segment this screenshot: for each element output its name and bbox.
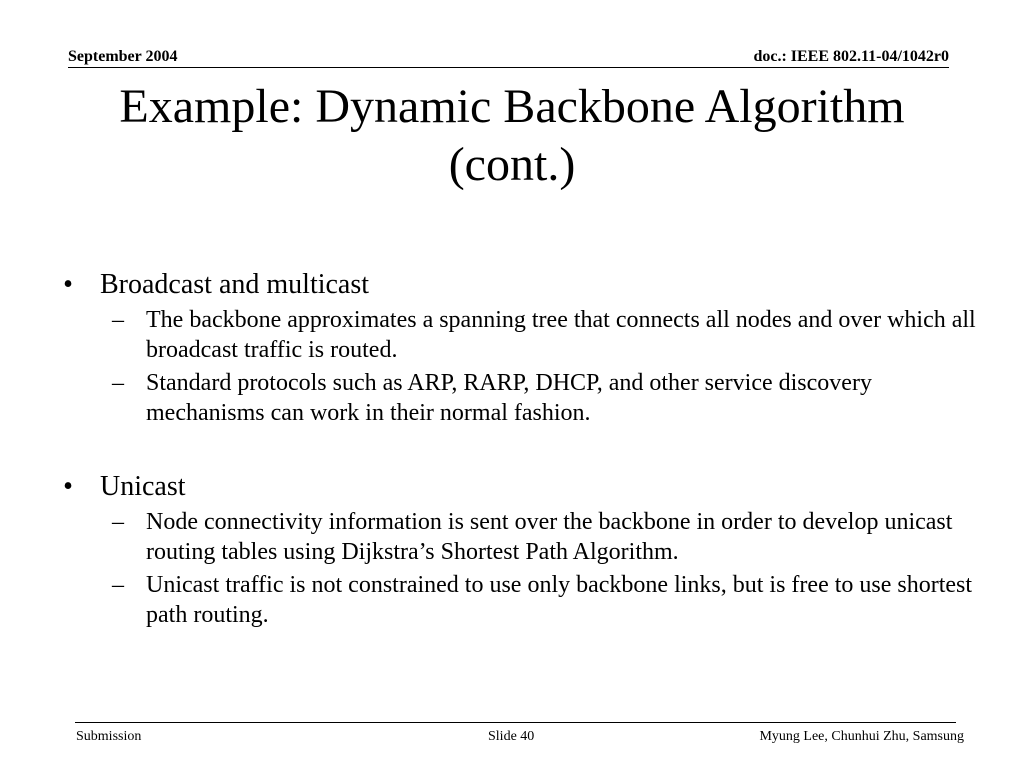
sub-bullet-text: Unicast traffic is not constrained to use only backbone links, but is free to use shortest path routing.	[146, 572, 973, 628]
header-divider	[68, 67, 949, 68]
header-date: September 2004	[68, 48, 178, 65]
sub-bullet	[58, 368, 978, 428]
slide-title: Example: Dynamic Backbone Algorithm (cont.)	[119, 80, 905, 191]
dash-icon: –	[112, 509, 124, 535]
sub-bullet	[58, 305, 978, 365]
dash-icon: –	[112, 307, 124, 333]
bullet-icon: •	[63, 471, 73, 502]
sub-bullet-text: Standard protocols such as ARP, RARP, DHCP, and other service discovery mechanisms can work in their normal fashion.	[146, 370, 872, 426]
sub-bullet-text: The backbone approximates a spanning tree that connects all nodes and over which all broadcast traffic is routed.	[146, 307, 976, 363]
footer-submission: Submission	[76, 729, 142, 744]
bullet-broadcast-multicast	[58, 268, 978, 302]
dash-icon: –	[112, 572, 124, 598]
sub-bullet	[58, 507, 978, 567]
dash-icon: –	[112, 370, 124, 396]
footer-divider	[75, 722, 956, 723]
bullet-unicast	[58, 470, 978, 504]
slide-body	[58, 268, 978, 630]
sub-bullet	[58, 570, 978, 630]
header-doc-id: doc.: IEEE 802.11-04/1042r0	[753, 48, 949, 65]
bullet-icon: •	[63, 269, 73, 300]
footer-slide-number: Slide 40	[488, 729, 535, 744]
footer-authors: Myung Lee, Chunhui Zhu, Samsung	[759, 729, 964, 744]
bullet-heading: Broadcast and multicast	[100, 269, 370, 300]
bullet-heading: Unicast	[100, 471, 186, 502]
sub-bullet-text: Node connectivity information is sent over the backbone in order to develop unicast routing tables using Dijkstra’s Shortest Path Algorithm.	[146, 509, 953, 565]
